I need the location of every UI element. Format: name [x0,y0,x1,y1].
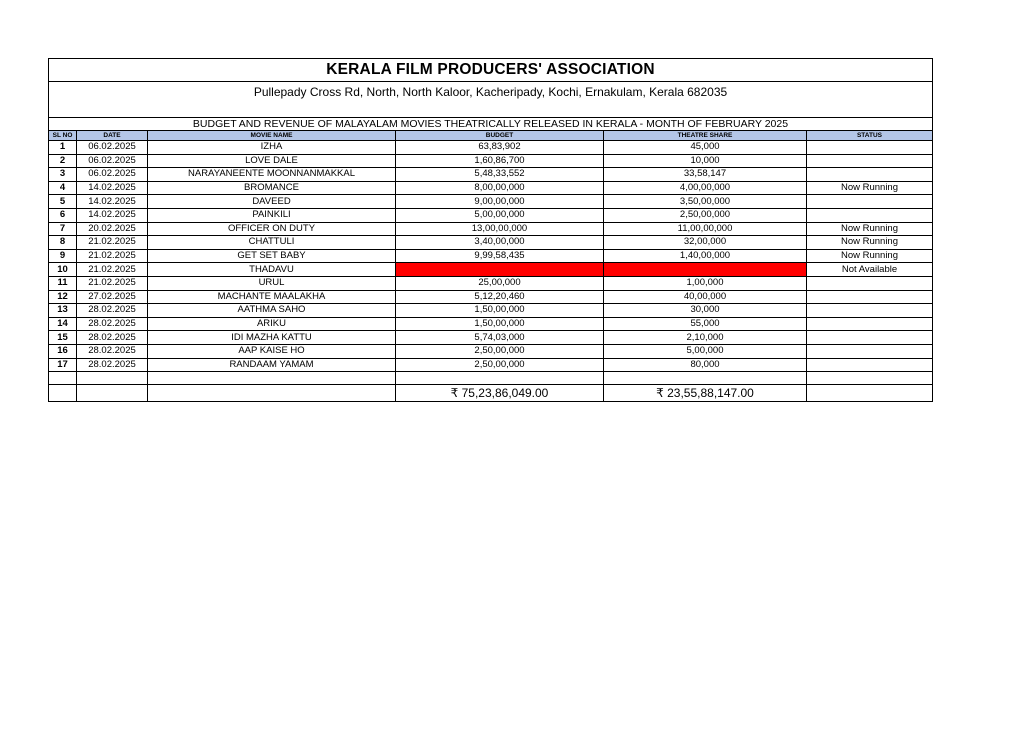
cell-budget: 63,83,902 [396,141,604,155]
cell-movie-name: PAINKILI [148,208,396,222]
table-row [49,236,933,250]
total-budget: ₹ 75,23,86,049.00 [396,385,604,402]
cell-status: Not Available [807,263,933,277]
cell-status [807,168,933,182]
cell-movie-name: AATHMA SAHO [148,304,396,318]
cell-movie-name: ARIKU [148,317,396,331]
table-row [49,154,933,168]
cell-status: Now Running [807,249,933,263]
table-row [49,141,933,155]
cell-status [807,208,933,222]
cell-status [807,344,933,358]
spacer [49,105,933,118]
table-subtitle: BUDGET AND REVENUE OF MALAYALAM MOVIES THEATRICALLY RELEASED IN KERALA - MONTH OF FEBRUARY 2025 [49,118,933,131]
cell-date: 21.02.2025 [77,263,148,277]
table-row [49,358,933,372]
cell-theatre-share: 1,00,000 [604,276,807,290]
col-header-theatre-share: THEATRE SHARE [604,131,807,141]
cell-movie-name: GET SET BABY [148,249,396,263]
table-row [49,344,933,358]
cell-movie-name: CHATTULI [148,236,396,250]
cell-budget: 9,99,58,435 [396,249,604,263]
cell-theatre-share: 33,58,147 [604,168,807,182]
cell-sl-no: 13 [49,304,77,318]
cell-movie-name: URUL [148,276,396,290]
cell-date: 06.02.2025 [77,141,148,155]
cell-budget: 1,50,00,000 [396,317,604,331]
cell-sl-no: 3 [49,168,77,182]
cell-date: 21.02.2025 [77,276,148,290]
cell-sl-no: 1 [49,141,77,155]
cell-date: 28.02.2025 [77,304,148,318]
table-row [49,249,933,263]
cell-budget: 1,60,86,700 [396,154,604,168]
cell-sl-no: 11 [49,276,77,290]
table-row [49,181,933,195]
page-title: KERALA FILM PRODUCERS' ASSOCIATION [49,59,933,82]
cell-sl-no: 16 [49,344,77,358]
table-row [49,276,933,290]
cell-theatre-share: 4,00,00,000 [604,181,807,195]
cell-status [807,290,933,304]
cell-theatre-share: 30,000 [604,304,807,318]
cell-sl-no: 7 [49,222,77,236]
cell-date: 28.02.2025 [77,317,148,331]
total-theatre-share: ₹ 23,55,88,147.00 [604,385,807,402]
blank-row [49,372,933,385]
cell-date: 28.02.2025 [77,358,148,372]
cell-budget: 1,50,00,000 [396,304,604,318]
cell-movie-name: IDI MAZHA KATTU [148,331,396,345]
cell-theatre-share: 2,50,00,000 [604,208,807,222]
cell-theatre-share: 3,50,00,000 [604,195,807,209]
cell-movie-name: IZHA [148,141,396,155]
cell-theatre-share: 5,00,000 [604,344,807,358]
cell-sl-no: 12 [49,290,77,304]
cell-date: 14.02.2025 [77,208,148,222]
cell-movie-name: OFFICER ON DUTY [148,222,396,236]
cell-budget: 2,50,00,000 [396,344,604,358]
cell-movie-name: AAP KAISE HO [148,344,396,358]
cell-movie-name: RANDAAM YAMAM [148,358,396,372]
cell-sl-no: 17 [49,358,77,372]
cell-sl-no: 2 [49,154,77,168]
cell-date: 14.02.2025 [77,181,148,195]
col-header-budget: BUDGET [396,131,604,141]
cell-budget: 5,00,00,000 [396,208,604,222]
cell-theatre-share: 55,000 [604,317,807,331]
cell-budget: 3,40,00,000 [396,236,604,250]
cell-movie-name: LOVE DALE [148,154,396,168]
table-row [49,290,933,304]
cell-status [807,195,933,209]
cell-date: 28.02.2025 [77,331,148,345]
table-row [49,195,933,209]
cell-sl-no: 15 [49,331,77,345]
cell-budget: 13,00,00,000 [396,222,604,236]
cell-budget: 25,00,000 [396,276,604,290]
cell-sl-no: 5 [49,195,77,209]
cell-theatre-share: 45,000 [604,141,807,155]
cell-status: Now Running [807,236,933,250]
cell-budget: 5,12,20,460 [396,290,604,304]
table-row [49,222,933,236]
col-header-movie-name: MOVIE NAME [148,131,396,141]
cell-theatre-share: 40,00,000 [604,290,807,304]
cell-status [807,276,933,290]
cell-sl-no: 10 [49,263,77,277]
cell-budget: 9,00,00,000 [396,195,604,209]
cell-sl-no: 6 [49,208,77,222]
table-row [49,208,933,222]
cell-budget: 2,50,00,000 [396,358,604,372]
cell-date: 06.02.2025 [77,168,148,182]
table-row [49,168,933,182]
cell-status: Now Running [807,222,933,236]
cell-date: 21.02.2025 [77,249,148,263]
cell-date: 06.02.2025 [77,154,148,168]
cell-budget-missing [396,263,604,277]
cell-theatre-share: 32,00,000 [604,236,807,250]
table-row [49,331,933,345]
cell-theatre-share: 1,40,00,000 [604,249,807,263]
table-row [49,304,933,318]
cell-movie-name: DAVEED [148,195,396,209]
cell-date: 14.02.2025 [77,195,148,209]
cell-sl-no: 14 [49,317,77,331]
cell-status [807,141,933,155]
table-row [49,263,933,277]
cell-sl-no: 8 [49,236,77,250]
cell-movie-name: MACHANTE MAALAKHA [148,290,396,304]
cell-budget: 8,00,00,000 [396,181,604,195]
cell-theatre-share: 2,10,000 [604,331,807,345]
cell-theatre-share-missing [604,263,807,277]
table-row [49,317,933,331]
cell-status: Now Running [807,181,933,195]
cell-movie-name: THADAVU [148,263,396,277]
cell-movie-name: BROMANCE [148,181,396,195]
column-header-row [49,131,933,141]
cell-status [807,154,933,168]
col-header-date: DATE [77,131,148,141]
cell-status [807,304,933,318]
cell-sl-no: 4 [49,181,77,195]
cell-budget: 5,74,03,000 [396,331,604,345]
cell-theatre-share: 10,000 [604,154,807,168]
cell-movie-name: NARAYANEENTE MOONNANMAKKAL [148,168,396,182]
cell-status [807,358,933,372]
cell-theatre-share: 80,000 [604,358,807,372]
cell-status [807,317,933,331]
cell-sl-no: 9 [49,249,77,263]
cell-date: 21.02.2025 [77,236,148,250]
col-header-sl-no: SL NO [49,131,77,141]
cell-theatre-share: 11,00,00,000 [604,222,807,236]
totals-row [49,385,933,402]
cell-date: 27.02.2025 [77,290,148,304]
movies-table [48,58,933,402]
cell-date: 28.02.2025 [77,344,148,358]
cell-status [807,331,933,345]
address-line: Pullepady Cross Rd, North, North Kaloor, Kacheripady, Kochi, Ernakulam, Kerala 682035 [49,82,933,106]
spreadsheet [48,58,932,402]
cell-date: 20.02.2025 [77,222,148,236]
cell-budget: 5,48,33,552 [396,168,604,182]
col-header-status: STATUS [807,131,933,141]
